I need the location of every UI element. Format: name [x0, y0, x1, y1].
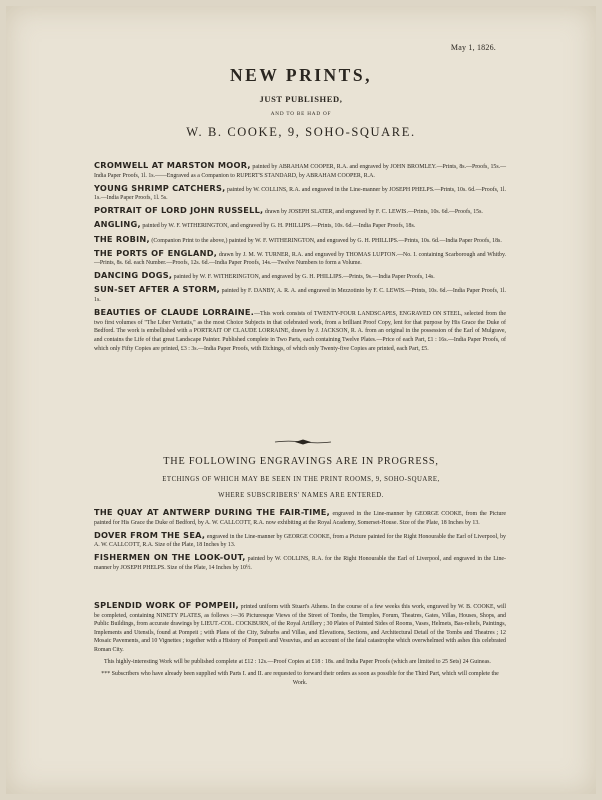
print-details: painted by ABRAHAM COOPER, R.A. and engraved by JOHN BROMLEY.—Prints, 8s.—Proofs, 15s.—India Paper Proofs, 1l. 1s.——Engraved as a Companion to RUPERT'S STANDARD, by ABRAHAM COOPER, R.A. — [94, 164, 506, 179]
engraving-details: engraved in the Line-manner by GEORGE COOKE, from a Picture painted for the Right Honourable the Earl of Liverpool, by A. W. CALLCOTT, R.A. Size of the Plate, 18 Inches by 13. — [94, 533, 506, 549]
print-entry — [94, 249, 506, 268]
print-entry — [94, 271, 506, 282]
print-entry — [94, 285, 506, 304]
print-details: painted by W. COLLINS, R.A. and engraved in the Line-manner by JOSEPH PHELPS.—Prints, 10s. 6d.—Proofs, 1l. 1s.—India Paper Proofs, 1l. 5s. — [94, 186, 506, 202]
document-subtitle: JUST PUBLISHED, — [259, 94, 343, 104]
pompeii-entry — [94, 601, 506, 655]
engraving-details: engraved in the Line-manner by GEORGE COOKE, from the Picture painted for His Grace the Duke of Bedford, by A. W. CALLCOTT, R.A. now exhibiting at the Royal Academy, Somerset-House. Size of the Plate, 18 Inches by 13. — [94, 511, 506, 526]
published-prints-list — [94, 161, 506, 353]
print-details: painted by W. F. WITHERINGTON, and engraved by G. H. PHILLIPS.—Prints, 9s.—India Paper Proofs, 14s. — [172, 274, 435, 281]
print-details: —This work consists of TWENTY-FOUR LANDSCAPES, ENGRAVED ON STEEL, selected from the two first volumes of "The Liber Veritatis," as the most Choice Subjects in that celebrated work, from a brilliant Proof Copy, lent for that purpose by His Grace the Duke of Bedford. The work is embellished with a PORTRAIT OF CLAUDE LORRAINE, drawn by J. JACKSON, R. A. from an original in the possession of the Earl of Mulgrave, and contains the Life of that great Landscape Painter. Published complete in Two Parts, each containing Twelve Plates.—Price of each Part, £1 : 16s.—India Paper Proofs, of which only Fifty Copies are printed, £3 : 3s.—India Paper Proofs, with Etchings, of which only Twenty-five Copies are printed, each Part, £5. — [94, 311, 506, 352]
engraving-entry — [94, 531, 506, 550]
divider-ornament-icon — [273, 438, 333, 446]
engraving-title: DOVER FROM THE SEA, — [94, 529, 206, 540]
progress-section-subtitle-2: WHERE SUBSCRIBERS' NAMES ARE ENTERED. — [218, 492, 384, 499]
engravings-in-progress-list — [94, 508, 506, 573]
progress-section-title: THE FOLLOWING ENGRAVINGS ARE IN PROGRESS, — [163, 456, 439, 467]
to-be-had-line: AND TO BE HAD OF — [270, 111, 332, 117]
print-details: painted by W. F. WITHERINGTON, and engraved by G. H. PHILLIPS.—Prints, 10s. 6d.—India Paper Proofs, 18s. — [140, 223, 416, 230]
print-title: THE PORTS OF ENGLAND, — [94, 247, 218, 258]
print-entry — [94, 161, 506, 180]
print-title: ANGLING, — [94, 219, 141, 230]
print-title: DANCING DOGS, — [94, 270, 173, 281]
engraving-entry — [94, 553, 506, 572]
print-entry — [94, 308, 506, 353]
print-title: THE ROBIN, — [94, 233, 150, 244]
print-title: PORTRAIT OF LORD JOHN RUSSELL, — [94, 205, 264, 216]
price-note: This highly-interesting Work will be published complete at £12 : 12s.—Proof Copies at £18 : 18s. and India Paper Proofs (which are limited to 25 Sets) 24 Guineas. — [104, 659, 491, 666]
print-title: YOUNG SHRIMP CATCHERS, — [94, 182, 226, 193]
subscriber-note: *** Subscribers who have already been supplied with Parts I. and II. are requested to forward their orders as soon as possible for the Third Part, which will complete the Work. — [101, 671, 499, 686]
pompeii-title: SPLENDID WORK OF POMPEII, — [94, 600, 239, 610]
print-entry — [94, 206, 506, 217]
engraving-details: painted by W. COLLINS, R.A. for the Right Honourable the Earl of Liverpool, and engraved in the Line-manner by JOSEPH PHELPS. Size of the Plate, 14 Inches by 10½. — [94, 556, 506, 571]
engraving-title: FISHERMEN ON THE LOOK-OUT, — [94, 552, 246, 563]
publication-date: May 1, 1826. — [450, 43, 496, 52]
print-title: CROMWELL AT MARSTON MOOR, — [94, 160, 251, 170]
document-title: NEW PRINTS, — [230, 65, 372, 85]
print-entry — [94, 220, 506, 231]
print-title: SUN-SET AFTER A STORM, — [94, 284, 221, 295]
engraving-entry — [94, 508, 506, 527]
print-title: BEAUTIES OF CLAUDE LORRAINE. — [94, 307, 255, 318]
print-details: drawn by J. M. W. TURNER, R.A. and engraved by THOMAS LUPTON.—No. I. containing Scarborough and Whitby.—Prints, 8s. 6d. each Number.—Proofs, 12s. 6d.—India Paper Proofs, 14s.—Twelve Numbers to form a Volume. — [94, 251, 506, 267]
print-details: (Companion Print to the above,) painted by W. F. WITHERINGTON, and engraved by G. H. PHILLIPS.—Prints, 10s. 6d.—India Paper Proofs, 18s. — [149, 237, 502, 244]
engraving-title: THE QUAY AT ANTWERP DURING THE FAIR-TIME, — [94, 507, 330, 517]
pompeii-details: printed uniform with Stuart's Athens. In the course of a few weeks this work, engraved by W. B. COOKE, will be completed, containing NINETY PLATES, as follows :—36 Picturesque Views of the Street of Tombs, the Temples, Forum, Theatres, Gates, Villas, Houses, Shops, and Public Buildings, from accurate drawings by LIEUT.-COL. COCKBURN, of the Royal Artillery ; 30 Plates of Painted Sides of Rooms, Vases, Helmets, Bas-reliefs, Paintings, Implements and Utensils, found at Pompeii ; with Plans of the City, Suburbs and Villas, and Elevations, Sections, and Architectural Detail of the Tombs and Theatres ; 12 Mosaic Pavements, and 10 Vignettes ; together with a History of Pompeii and Vesuvius, and an account of the fatal catastrophe which overwhelmed with ashes this celebrated Roman City. — [94, 604, 506, 653]
print-entry — [94, 235, 506, 246]
pompeii-section — [94, 601, 506, 687]
publisher-line: W. B. COOKE, 9, SOHO-SQUARE. — [186, 125, 416, 139]
document-page — [6, 6, 596, 794]
print-details: painted by F. DANBY, A. R. A. and engraved in Mezzotinto by F. C. LEWIS.—Prints, 10s. 6d.—India Paper Proofs, 1l. 1s. — [94, 288, 506, 304]
progress-section-subtitle: ETCHINGS OF WHICH MAY BE SEEN IN THE PRINT ROOMS, 9, SOHO-SQUARE, — [162, 476, 440, 483]
print-details: drawn by JOSEPH SLATER, and engraved by F. C. LEWIS.—Prints, 10s. 6d.—Proofs, 15s. — [263, 209, 483, 216]
print-entry — [94, 184, 506, 203]
